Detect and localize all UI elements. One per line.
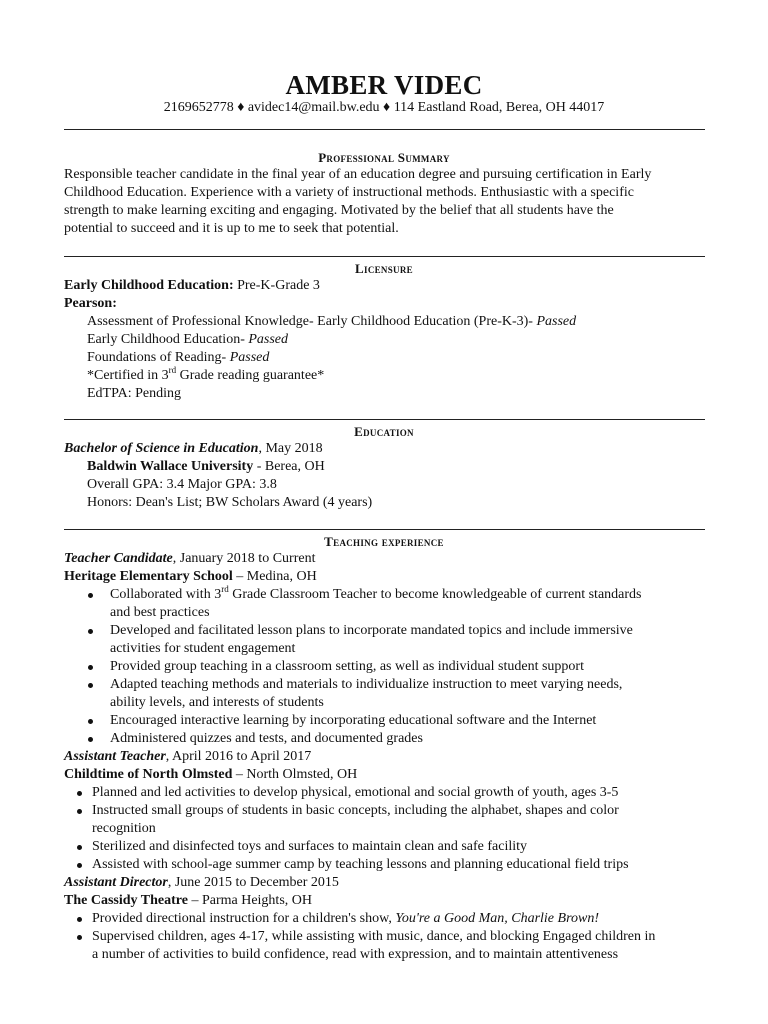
bullet-post: Grade Classroom Teacher to become knowledgeable of current standards [228, 587, 642, 602]
section-title-education: Education [354, 424, 414, 439]
school-line [64, 458, 710, 476]
bullet-line: Developed and facilitated lesson plans to incorporate mandated topics and include immersive [110, 623, 633, 638]
exam-name: Early Childhood Education- [87, 332, 249, 347]
job-bullets [64, 586, 710, 748]
bullet-pre: Collaborated with 3 [110, 587, 222, 602]
gpa-line: Overall GPA: 3.4 Major GPA: 3.8 [87, 477, 277, 492]
bullet-pre: Provided directional instruction for a children's show, [92, 911, 396, 926]
bullet-line [110, 586, 710, 604]
degree-date: , May 2018 [258, 441, 323, 456]
guarantee-pre: *Certified in 3 [87, 368, 169, 383]
licensure-section [64, 277, 710, 403]
bullet-line: Planned and led activities to develop physical, emotional and social growth of youth, ages 3-5 [92, 785, 619, 800]
license-line [64, 277, 710, 295]
exam-item [64, 349, 710, 367]
job-org: The Cassidy Theatre [64, 893, 188, 908]
job-role: Assistant Teacher [64, 749, 166, 764]
bullet-item [64, 802, 710, 838]
job-org-line [64, 568, 710, 586]
job-role: Teacher Candidate [64, 551, 173, 566]
bullet-dot [77, 845, 82, 850]
bullet-line: a number of activities to build confidence, read with expression, and to maintain attentiveness [92, 947, 619, 962]
exam-name: Assessment of Professional Knowledge- Early Childhood Education (Pre-K-3)- [87, 314, 537, 329]
bullet-dot [88, 665, 93, 670]
bullet-item [64, 586, 710, 622]
bullet-item [64, 622, 710, 658]
bullet-line [92, 910, 710, 928]
bullet-sup: rd [221, 584, 229, 594]
bullet-dot [77, 935, 82, 940]
exam-status: Passed [248, 332, 289, 347]
job-org: Heritage Elementary School [64, 569, 233, 584]
license-label: Early Childhood Education: [64, 278, 234, 293]
guarantee-post: Grade reading guarantee* [176, 368, 325, 383]
bullet-dot [77, 791, 82, 796]
bullet-dot [88, 629, 93, 634]
school-location: - Berea, OH [253, 459, 325, 474]
bullet-line: activities for student engagement [110, 641, 296, 656]
bullet-item [64, 838, 710, 856]
school-name: Baldwin Wallace University [87, 459, 254, 474]
bullet-item [64, 928, 710, 964]
bullet-item [64, 676, 710, 712]
bullet-line: Sterilized and disinfected toys and surfaces to maintain clean and safe facility [92, 839, 528, 854]
bullet-item [64, 712, 710, 730]
section-title-licensure: Licensure [355, 261, 413, 276]
job-location: – Medina, OH [232, 569, 317, 584]
guarantee-sup: rd [168, 365, 177, 375]
degree-name: Bachelor of Science in Education [64, 441, 259, 456]
bullet-item [64, 784, 710, 802]
summary-text [64, 166, 710, 238]
exam-name: Foundations of Reading- [87, 350, 230, 365]
bullet-line: Provided group teaching in a classroom setting, as well as individual student support [110, 659, 584, 674]
bullet-dot [88, 737, 93, 742]
bullet-dot [88, 683, 93, 688]
reading-guarantee [64, 367, 710, 385]
candidate-name: AMBER VIDEC [285, 70, 483, 100]
bullet-item [64, 658, 710, 676]
bullet-line: Supervised children, ages 4-17, while assisting with music, dance, and blocking Engaged children in [92, 929, 656, 944]
job-org-line [64, 766, 710, 784]
bullet-line: Assisted with school-age summer camp by teaching lessons and planning educational field trips [92, 857, 629, 872]
bullet-line: Adapted teaching methods and materials to individualize instruction to meet varying needs, [110, 677, 623, 692]
job-bullets [64, 910, 710, 964]
job-dates: , April 2016 to April 2017 [165, 749, 312, 764]
section-title-experience: Teaching experience [324, 534, 444, 549]
job-role: Assistant Director [64, 875, 168, 890]
bullet-line: Administered quizzes and tests, and documented grades [110, 731, 423, 746]
bullet-dot [77, 917, 82, 922]
job-title-line [64, 550, 710, 568]
bullet-item [64, 730, 710, 748]
education-section [64, 440, 710, 512]
job-location: – North Olmsted, OH [232, 767, 358, 782]
honors-line: Honors: Dean's List; BW Scholars Award (4 years) [87, 495, 373, 510]
bullet-line: Encouraged interactive learning by incorporating educational software and the Internet [110, 713, 597, 728]
divider [64, 129, 705, 130]
section-title-summary: Professional Summary [318, 150, 450, 165]
divider [64, 419, 705, 420]
bullet-item [64, 856, 710, 874]
contact-info: 2169652778 ♦ avidec14@mail.bw.edu ♦ 114 Eastland Road, Berea, OH 44017 [163, 100, 605, 115]
summary-line: strength to make learning exciting and engaging. Motivated by the belief that all students have the [64, 203, 614, 218]
job-title-line [64, 874, 710, 892]
summary-line: potential to succeed and it is up to me to seek that potential. [64, 221, 399, 236]
job-org: Childtime of North Olmsted [64, 767, 233, 782]
job-org-line [64, 892, 710, 910]
edtpa-status: EdTPA: Pending [87, 386, 181, 401]
show-title: You're a Good Man, Charlie Brown! [395, 911, 599, 926]
experience-section [64, 550, 710, 964]
bullet-line: ability levels, and interests of students [110, 695, 324, 710]
summary-line: Responsible teacher candidate in the final year of an education degree and pursuing certification in Early [64, 167, 652, 182]
exam-status: Passed [536, 314, 577, 329]
license-value: Pre-K-Grade 3 [237, 278, 320, 293]
bullet-dot [88, 593, 93, 598]
pearson-label: Pearson: [64, 296, 117, 311]
bullet-dot [88, 719, 93, 724]
job-dates: , June 2015 to December 2015 [167, 875, 339, 890]
exam-item [64, 331, 710, 349]
degree-line [64, 440, 710, 458]
job-bullets [64, 784, 710, 874]
bullet-dot [77, 809, 82, 814]
bullet-dot [77, 863, 82, 868]
bullet-line: and best practices [110, 605, 210, 620]
exam-item [64, 313, 710, 331]
job-location: – Parma Heights, OH [187, 893, 312, 908]
bullet-item [64, 910, 710, 928]
job-title-line [64, 748, 710, 766]
job-dates: , January 2018 to Current [172, 551, 316, 566]
bullet-line: Instructed small groups of students in basic concepts, including the alphabet, shapes and color [92, 803, 619, 818]
exam-status: Passed [229, 350, 270, 365]
divider [64, 256, 705, 257]
bullet-line: recognition [92, 821, 156, 836]
divider [64, 529, 705, 530]
summary-line: Childhood Education. Experience with a variety of instructional methods. Enthusiastic with a specific [64, 185, 634, 200]
